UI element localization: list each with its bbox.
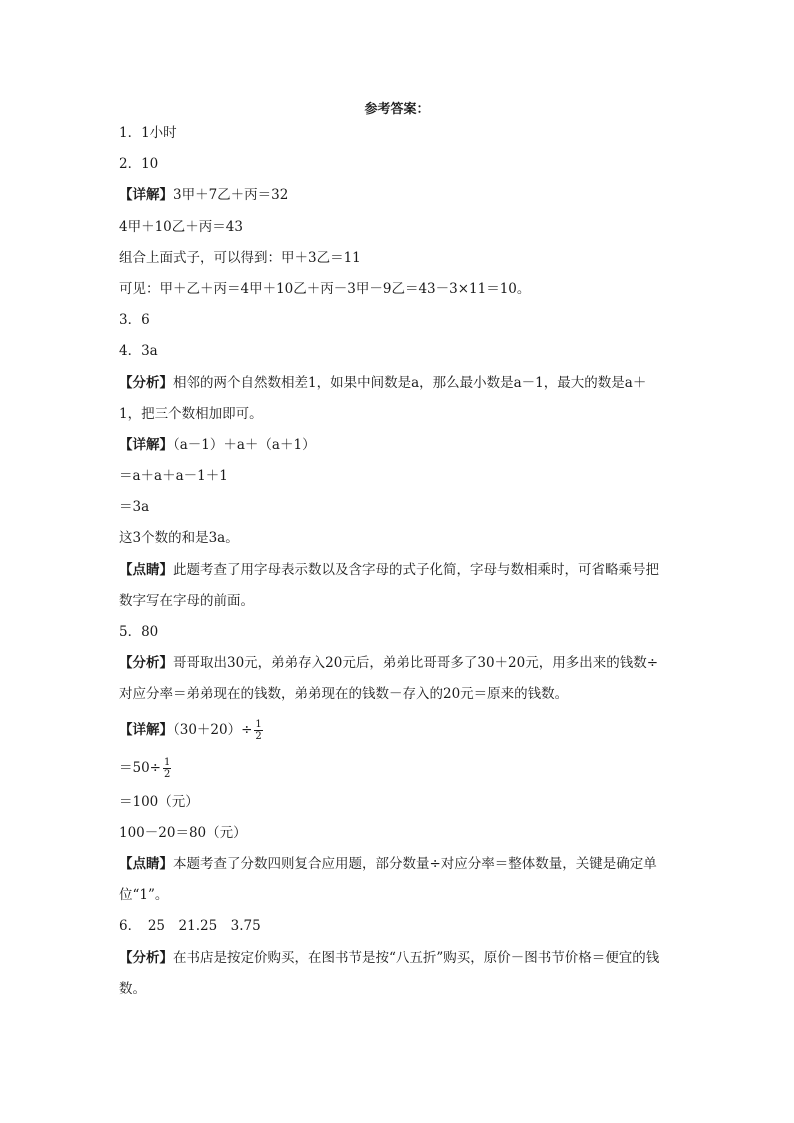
- text-line: [119, 849, 679, 880]
- text-line: [119, 180, 679, 211]
- text-line: [119, 586, 679, 617]
- fraction-denominator: 2: [164, 768, 171, 780]
- line-text: 在书店是按定价购买，在图书节是按“八五折”购买，原价－图书节价格＝便宜的钱: [173, 949, 660, 966]
- text-line: [119, 943, 679, 974]
- section-tag: 【详解】: [119, 436, 173, 453]
- fraction: [254, 719, 262, 742]
- text-line: [119, 523, 679, 554]
- text-line: [119, 149, 679, 180]
- line-text: 5．80: [119, 624, 159, 640]
- section-tag: 【分析】: [119, 949, 173, 966]
- page-title: 参考答案：: [364, 102, 430, 117]
- section-tag: 【详解】: [119, 721, 173, 738]
- line-text: 哥哥取出30元，弟弟存入20元后，弟弟比哥哥多了30＋20元，用多出来的钱数÷: [173, 655, 659, 672]
- answer-content: [119, 118, 679, 1005]
- line-text: 相邻的两个自然数相差1，如果中间数是a，那么最小数是a－1，最大的数是a＋: [173, 374, 647, 391]
- text-line: [119, 243, 679, 274]
- text-line: [119, 818, 679, 849]
- section-tag: 【点睛】: [119, 561, 173, 578]
- fraction-numerator: 1: [164, 756, 171, 768]
- text-line: [119, 461, 679, 492]
- text-line: [119, 305, 679, 336]
- line-text: 3甲＋7乙＋丙＝32: [173, 187, 289, 204]
- line-text: 4．3a: [119, 343, 158, 360]
- line-text: 6． 25 21.25 3.75: [119, 918, 261, 935]
- line-text: 数。: [119, 980, 146, 997]
- text-line: [119, 617, 679, 648]
- line-text: ＝a＋a＋a－1＋1: [119, 468, 228, 485]
- text-line: [119, 212, 679, 243]
- text-line: [119, 492, 679, 523]
- text-line: [119, 274, 679, 305]
- line-text: 数字写在字母的前面。: [119, 592, 254, 609]
- line-text: （a－1）＋a＋（a＋1）: [173, 436, 316, 453]
- text-line: [119, 911, 679, 942]
- text-line: [119, 749, 679, 787]
- line-text: 4甲＋10乙＋丙＝43: [119, 218, 243, 235]
- line-text: 组合上面式子，可以得到：甲＋3乙＝11: [119, 249, 361, 266]
- text-line: [119, 336, 679, 367]
- fraction: [163, 757, 171, 780]
- text-line: [119, 368, 679, 399]
- line-text: 对应分率＝弟弟现在的钱数，弟弟现在的钱数－存入的20元＝原来的钱数。: [119, 686, 569, 703]
- line-text: 2．10: [119, 156, 159, 173]
- text-line: [119, 118, 679, 149]
- text-line: [119, 787, 679, 818]
- fraction-numerator: 1: [255, 718, 262, 730]
- text-line: [119, 880, 679, 911]
- section-tag: 【分析】: [119, 374, 173, 391]
- text-line: [119, 679, 679, 710]
- line-text: 可见：甲＋乙＋丙＝4甲＋10乙＋丙－3甲－9乙＝43－3×11＝10。: [119, 280, 531, 297]
- line-text: 1，把三个数相加即可。: [119, 405, 263, 422]
- line-text: 位“1”。: [119, 887, 169, 904]
- line-text: ＝100（元）: [119, 793, 199, 810]
- section-tag: 【点睛】: [119, 855, 173, 872]
- text-line: [119, 555, 679, 586]
- text-line: [119, 648, 679, 679]
- line-text: 这3个数的和是3a。: [119, 530, 239, 547]
- text-line: [119, 430, 679, 461]
- section-tag: 【详解】: [119, 187, 173, 204]
- line-text: ＝3a: [119, 499, 150, 516]
- line-text: 1．1小时: [119, 125, 177, 141]
- line-text: 3．6: [119, 312, 150, 329]
- section-tag: 【分析】: [119, 655, 173, 672]
- text-line: [119, 711, 679, 749]
- fraction-denominator: 2: [255, 730, 262, 742]
- line-text: 本题考查了分数四则复合应用题，部分数量÷对应分率＝整体数量，关键是确定单: [173, 855, 657, 872]
- line-text: ＝50÷: [119, 759, 161, 776]
- line-text: 此题考查了用字母表示数以及含字母的式子化简，字母与数相乘时，可省略乘号把: [173, 561, 659, 578]
- line-text: 100－20＝80（元）: [119, 824, 247, 841]
- line-text: （30＋20）÷: [173, 721, 253, 738]
- text-line: [119, 399, 679, 430]
- text-line: [119, 974, 679, 1005]
